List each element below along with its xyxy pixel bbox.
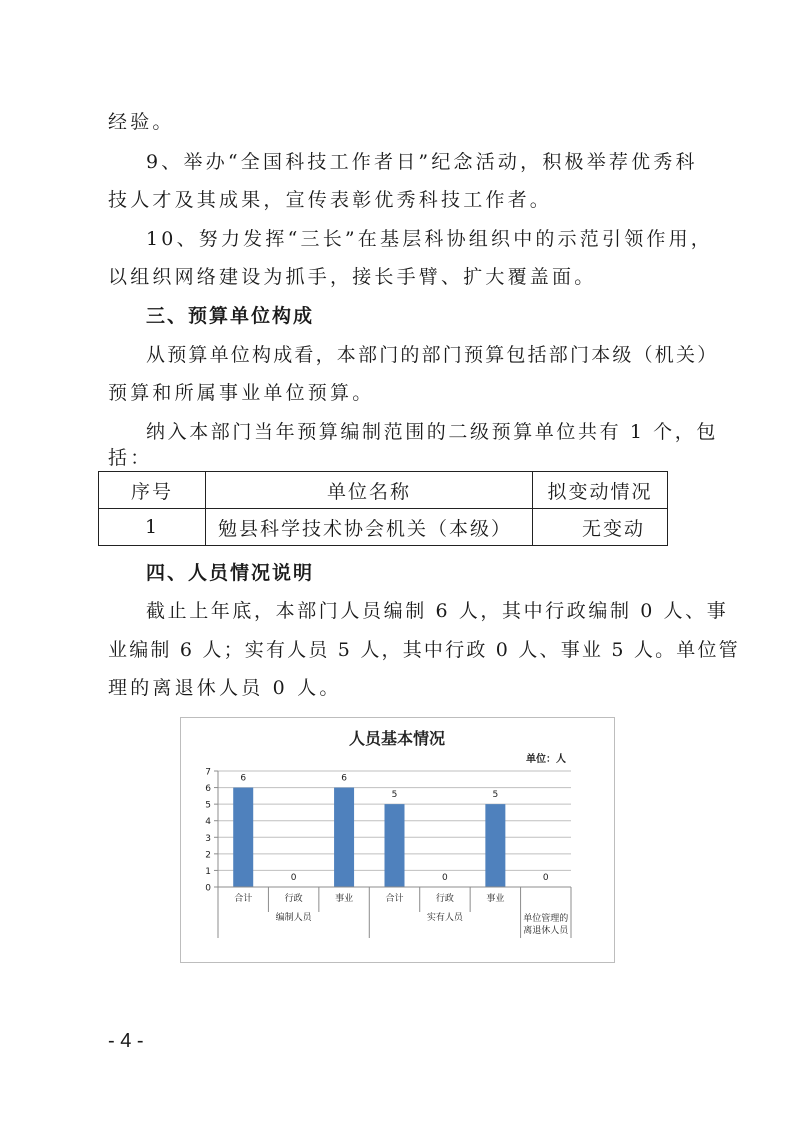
table-cell: 勉县科学技术协会机关（本级） [206,509,533,546]
paragraph-line: 10、努力发挥“三长”在基层科协组织中的示范引领作用， [146,228,714,250]
bar [334,788,354,887]
y-tick-label: 0 [205,883,211,894]
table-header: 单位名称 [206,472,533,509]
y-tick-label: 6 [205,784,211,795]
x-group-label: 离退休人员 [523,926,569,936]
paragraph-line: 纳入本部门当年预算编制范围的二级预算单位共有 1 个，包 [146,421,718,443]
paragraph-line: 从预算单位构成看，本部门的部门预算包括部门本级（机关） [146,344,719,366]
data-label: 6 [341,773,347,784]
table-header: 拟变动情况 [533,472,668,509]
x-category-label: 合计 [385,894,404,904]
page-number: - 4 - [108,1030,144,1052]
paragraph-line: 括： [108,447,153,469]
x-group-label: 实有人员 [426,913,463,923]
table-cell: 无变动 [533,509,668,546]
bar [233,788,253,887]
data-label: 6 [240,773,247,784]
data-label: 5 [492,790,499,801]
bar [385,804,405,887]
data-label: 0 [542,873,549,883]
paragraph-line: 理的离退休人员 0 人。 [108,677,342,699]
x-group-label: 单位管理的 [523,914,569,924]
chart-unit-label: 单位：人 [526,754,566,765]
y-tick-label: 2 [205,850,211,861]
x-category-label: 行政 [284,894,303,904]
x-category-label: 事业 [486,894,505,904]
paragraph-line: 技人才及其成果，宣传表彰优秀科技工作者。 [108,189,553,211]
paragraph-line: 9、举办“全国科技工作者日”纪念活动，积极举荐优秀科 [146,151,698,173]
data-label: 0 [442,873,448,883]
x-category-label: 事业 [335,894,354,904]
x-category-label: 合计 [234,894,253,904]
x-group-label: 编制人员 [275,913,312,923]
data-label: 5 [391,790,398,801]
table-cell: 1 [99,509,206,546]
chart-title: 人员基本情况 [348,729,446,748]
section-heading: 三、预算单位构成 [146,305,315,327]
paragraph-line: 经验。 [108,111,175,133]
paragraph-line: 预算和所属事业单位预算。 [108,382,375,404]
y-tick-label: 3 [205,833,211,844]
data-label: 0 [290,873,297,883]
bar [485,804,505,887]
x-category-label: 行政 [435,894,454,904]
y-tick-label: 5 [205,800,211,811]
section-heading: 四、人员情况说明 [146,562,315,584]
y-tick-label: 4 [205,817,211,828]
y-tick-label: 7 [205,767,211,778]
y-tick-label: 1 [205,866,211,877]
paragraph-line: 以组织网络建设为抓手，接长手臂、扩大覆盖面。 [108,266,597,288]
paragraph-line: 业编制 6 人；实有人员 5 人，其中行政 0 人、事业 5 人。单位管 [108,639,740,661]
table-header: 序号 [99,472,206,509]
paragraph-line: 截止上年底，本部门人员编制 6 人，其中行政编制 0 人、事 [146,600,729,622]
